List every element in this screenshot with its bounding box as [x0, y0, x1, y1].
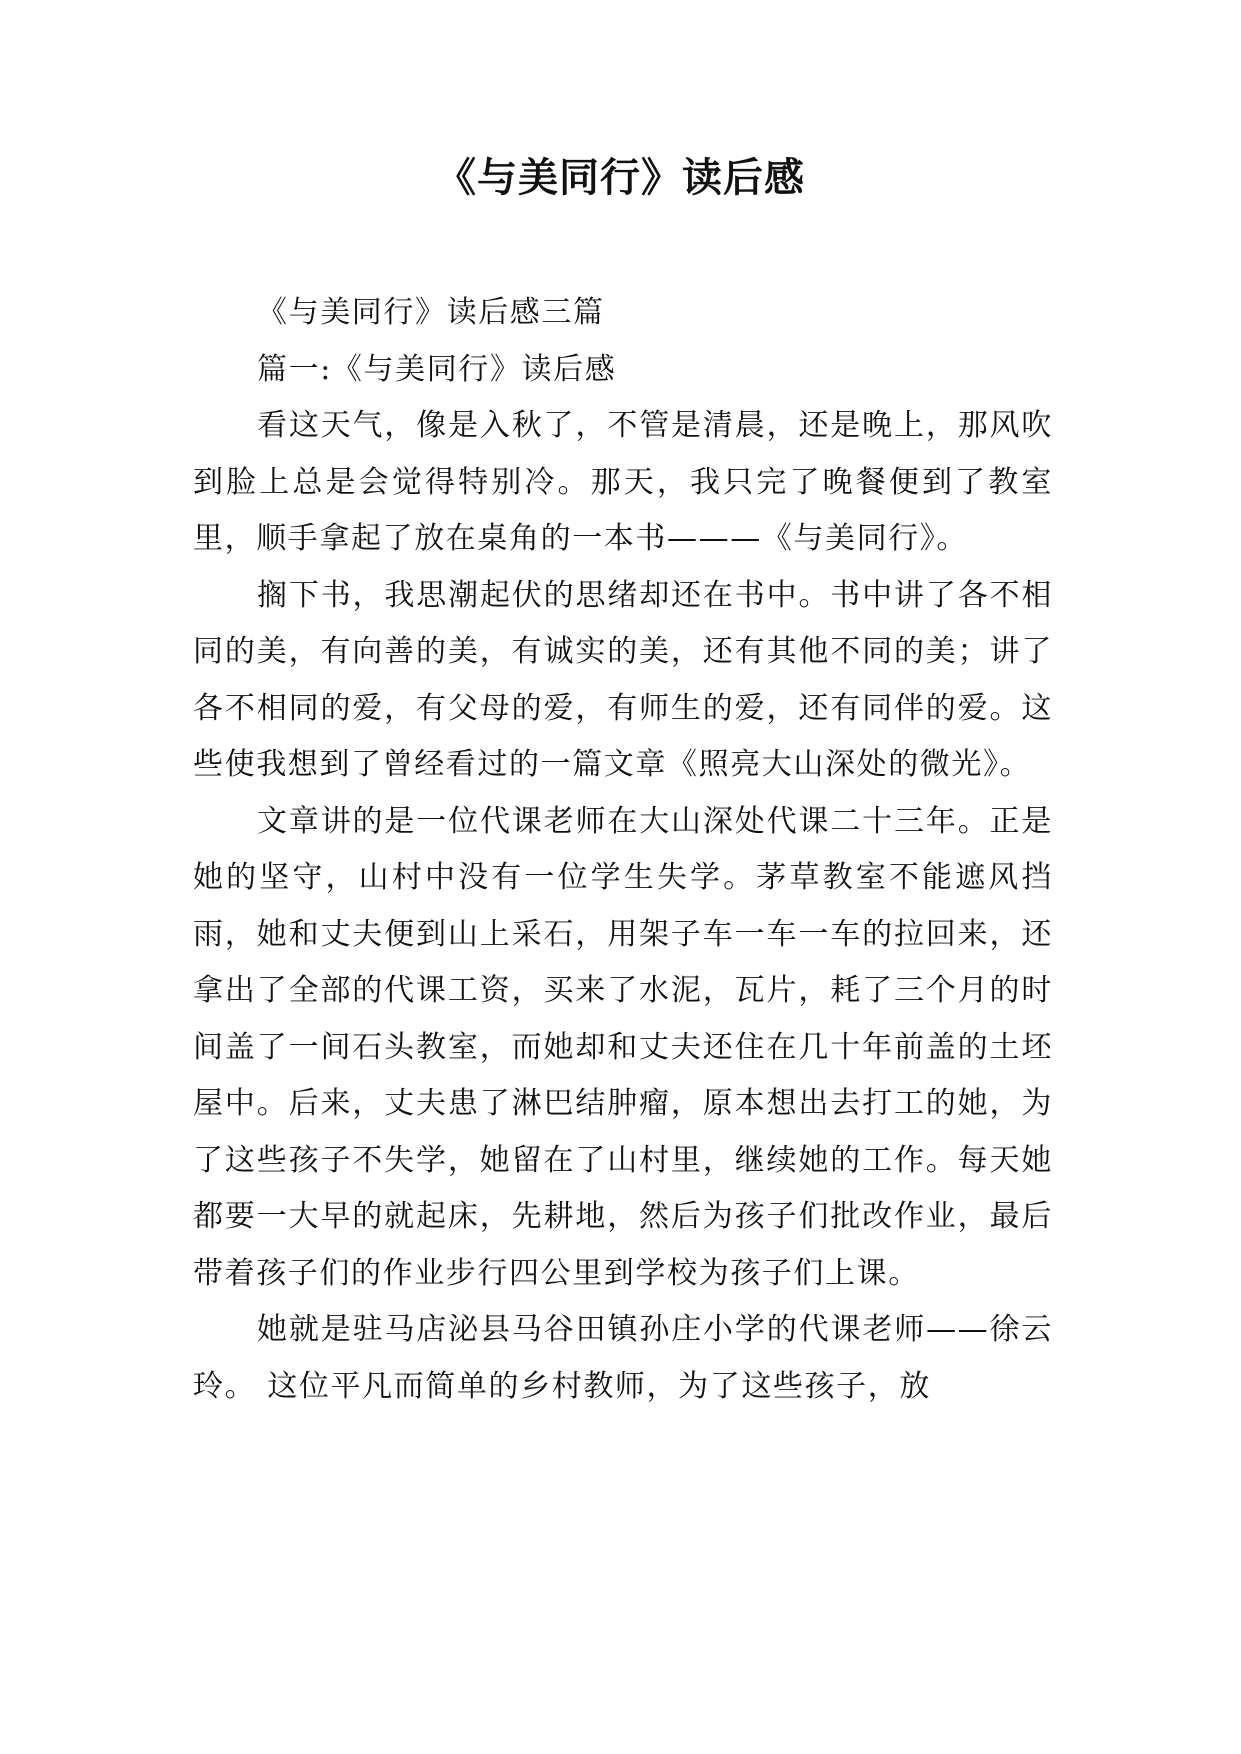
document-title: 《与美同行》读后感 — [436, 155, 805, 201]
paragraph-section-heading: 篇一:《与美同行》读后感 — [257, 351, 617, 387]
paragraph: 文章讲的是一位代课老师在大山深处代课二十三年。正是她的坚守，山村中没有一位学生失学。茅草教室不能遮风挡雨，她和丈夫便到山上采石，用架子车一车一车的拉回来，还拿出了全部的代课工资，买来了水泥，瓦片，耗了三个月的时间盖了一间石头教室，而她却和丈夫还住在几十年前盖的土坯屋中。后来，丈夫患了淋巴结肿瘤，原本想出去打工的她，为了这些孩子不失学，她留在了山村里，继续她的工作。每天她都要一大早的就起床，先耕地，然后为孩子们批改作业，最后带着孩子们的作业步行四公里到学校为孩子们上课。 — [193, 803, 1053, 1291]
paragraph: 她就是驻马店泌县马谷田镇孙庄小学的代课老师——徐云玲。 这位平凡而简单的乡村教师，为了这些孩子，放 — [193, 1312, 1053, 1404]
paragraph-subtitle: 《与美同行》读后感三篇 — [257, 295, 605, 330]
paragraph: 看这天气，像是入秋了，不管是清晨，还是晚上，那风吹到脸上总是会觉得特别冷。那天，我只完了晚餐便到了教室里，顺手拿起了放在桌角的一本书———《与美同行》。 — [193, 408, 1053, 556]
document-body — [193, 285, 1053, 1415]
paragraph: 搁下书，我思潮起伏的思绪却还在书中。书中讲了各不相同的美，有向善的美，有诚实的美，还有其他不同的美；讲了各不相同的爱，有父母的爱，有师生的爱，还有同伴的爱。这些使我想到了曾经看过的一篇文章《照亮大山深处的微光》。 — [193, 577, 1053, 782]
